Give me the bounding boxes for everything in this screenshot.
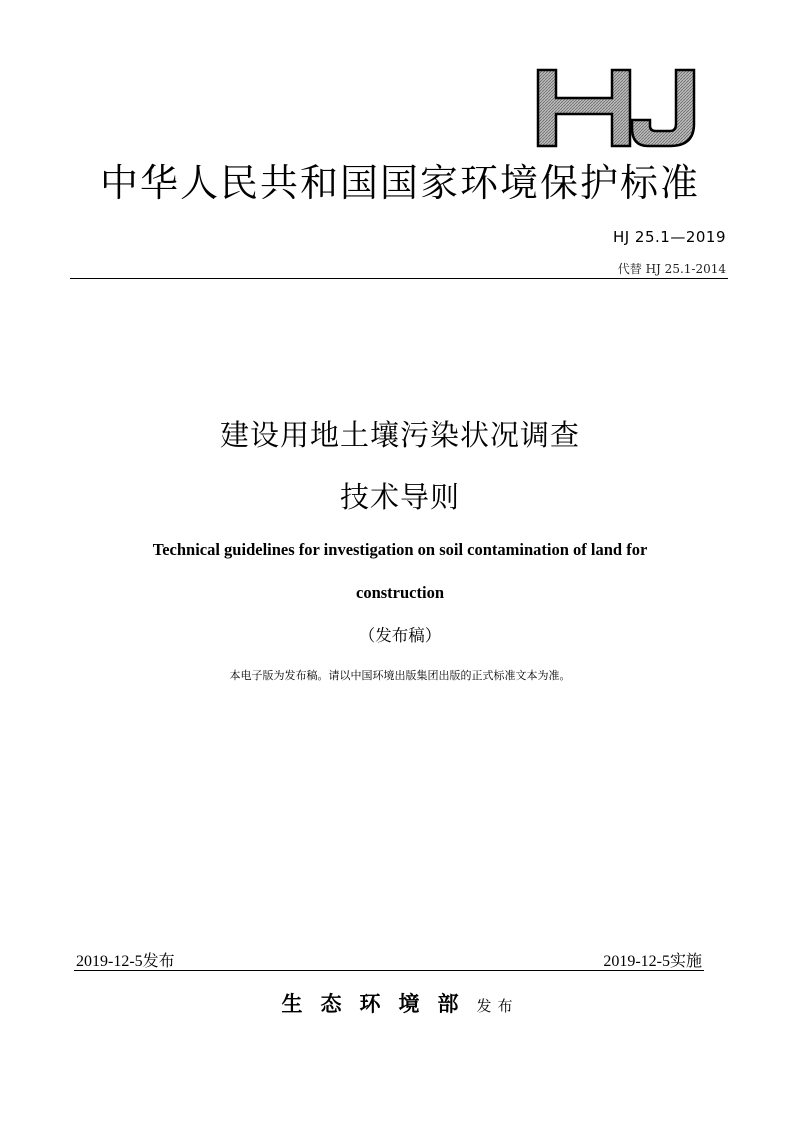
implementation-date: 2019-12-5实施 bbox=[603, 953, 702, 970]
title-zh-line1: 建设用地土壤污染状况调查 bbox=[219, 418, 580, 452]
publisher-line bbox=[0, 988, 800, 1018]
title-zh-line2: 技术导则 bbox=[339, 480, 460, 514]
draft-status: （发布稿） bbox=[358, 626, 442, 645]
publish-word: 发布 bbox=[476, 997, 519, 1015]
replaces-note: 代替 HJ 25.1-2014 bbox=[617, 262, 726, 276]
standard-name: 中华人民共和国国家环境保护标准 bbox=[99, 161, 700, 205]
title-en-line2: construction bbox=[356, 583, 444, 602]
header-divider bbox=[70, 278, 728, 279]
issue-date: 2019-12-5发布 bbox=[76, 953, 175, 970]
footer-divider bbox=[74, 970, 704, 971]
edition-note: 本电子版为发布稿。请以中国环境出版集团出版的正式标准文本为准。 bbox=[229, 669, 571, 682]
hj-logo bbox=[536, 68, 698, 148]
title-en-line1: Technical guidelines for investigation on soil contamination of land for bbox=[152, 540, 648, 559]
publisher-name: 生态环境部 bbox=[281, 992, 477, 1016]
standard-number: HJ 25.1—2019 bbox=[612, 228, 726, 246]
